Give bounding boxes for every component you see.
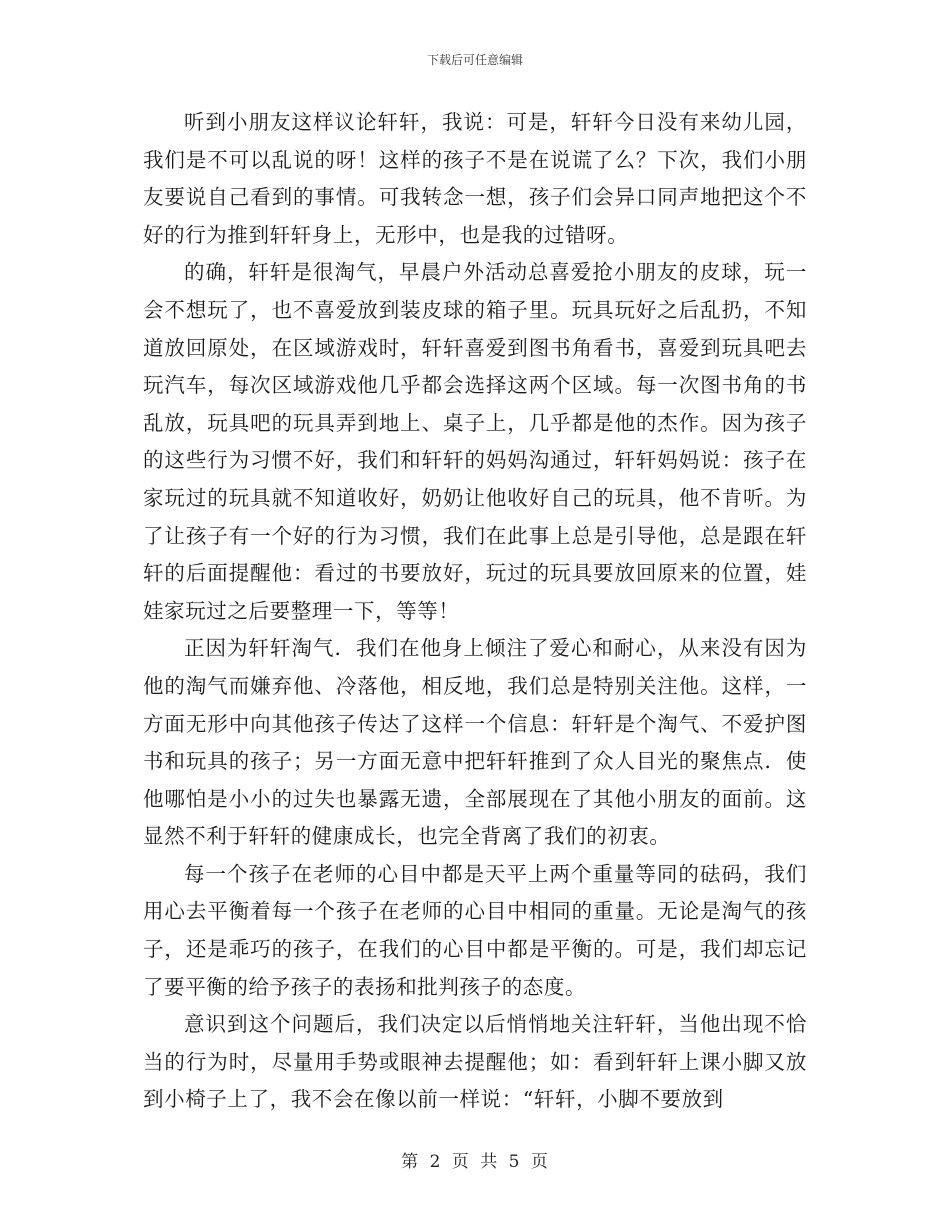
page-header: 下载后可任意编辑 <box>426 53 523 67</box>
document-body <box>143 104 807 1119</box>
paragraph-2: 的确，轩轩是很淘气，早晨户外活动总喜爱抢小朋友的皮球，玩一会不想玩了，也不喜爱放到装皮球的箱子里。玩具玩好之后乱扔，不知道放回原处，在区域游戏时，轩轩喜爱到图书角看书，喜爱到玩具吧去玩汽车，每次区域游戏他几乎都会选择这两个区域。每一次图书角的书乱放，玩具吧的玩具弄到地上、桌子上，几乎都是他的杰作。因为孩子的这些行为习惯不好，我们和轩轩的妈妈沟通过，轩轩妈妈说：孩子在家玩过的玩具就不知道收好，奶奶让他收好自己的玩具，他不肯听。为了让孩子有一个好的行为习惯，我们在此事上总是引导他，总是跟在轩轩的后面提醒他：看过的书要放好，玩过的玩具要放回原来的位置，娃娃家玩过之后要整理一下，等等！ <box>143 260 807 623</box>
page-footer: 第 2 页 共 5 页 <box>401 1152 549 1172</box>
paragraph-3: 正因为轩轩淘气．我们在他身上倾注了爱心和耐心，从来没有因为他的淘气而嫌弃他、冷落他，相反地，我们总是特别关注他。这样，一方面无形中向其他孩子传达了这样一个信息：轩轩是个淘气、不爱护图书和玩具的孩子；另一方面无意中把轩轩推到了众人目光的聚焦点．使他哪怕是小小的过失也暴露无遗，全部展现在了其他小朋友的面前。这显然不利于轩轩的健康成长，也完全背离了我们的初衷。 <box>143 636 807 849</box>
paragraph-1: 听到小朋友这样议论轩轩，我说：可是，轩轩今日没有来幼儿园，我们是不可以乱说的呀！这样的孩子不是在说谎了么？下次，我们小朋友要说自己看到的事情。可我转念一想，孩子们会异口同声地把这个不好的行为推到轩轩身上，无形中，也是我的过错呀。 <box>143 110 807 247</box>
paragraph-4: 每一个孩子在老师的心目中都是天平上两个重量等同的砝码，我们用心去平衡着每一个孩子在老师的心目中相同的重量。无论是淘气的孩子，还是乖巧的孩子，在我们的心目中都是平衡的。可是，我们却忘记了要平衡的给予孩子的表扬和批判孩子的态度。 <box>143 861 807 999</box>
paragraph-5: 意识到这个问题后，我们决定以后悄悄地关注轩轩，当他出现不恰当的行为时，尽量用手势或眼神去提醒他；如：看到轩轩上课小脚又放到小椅子上了，我不会在像以前一样说：“轩轩，小脚不要放到 <box>143 1012 807 1112</box>
